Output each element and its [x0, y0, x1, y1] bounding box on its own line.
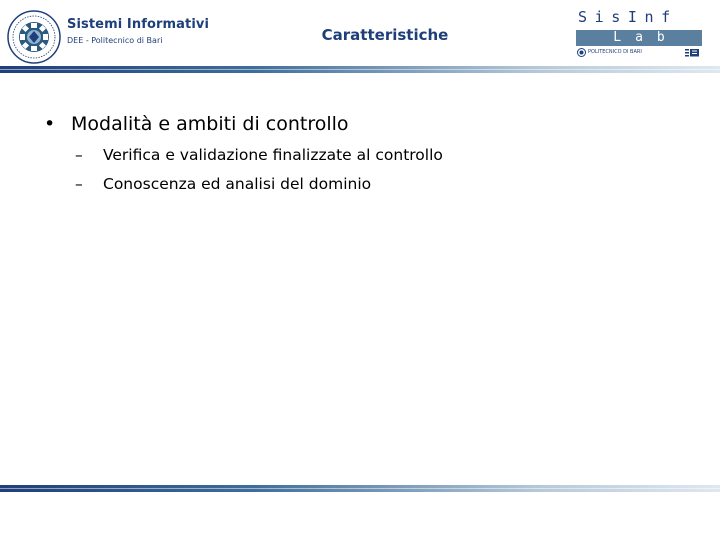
sub-bullet-text: Conoscenza ed analisi del dominio [103, 175, 372, 193]
course-subtitle: DEE - Politecnico di Bari [67, 36, 163, 45]
sub-bullet-text: Verifica e validazione finalizzate al controllo [103, 146, 443, 164]
lab-logo-top-text: SisInf [578, 8, 678, 26]
lab-mini-text: POLITECNICO DI BARI [588, 49, 642, 55]
sub-bullet [75, 175, 371, 193]
sub-bullet-marker: – [75, 175, 83, 193]
course-title: Sistemi Informativi [67, 17, 210, 32]
main-bullet [44, 113, 349, 135]
slide-title: Caratteristiche [321, 26, 449, 44]
bullet-marker: • [44, 113, 56, 135]
main-bullet-text: Modalità e ambiti di controllo [71, 113, 349, 135]
politecnico-mini-icon [577, 48, 586, 57]
footer-divider-highlight [0, 488, 720, 489]
lab-logo-bottom-text: Lab [613, 30, 679, 45]
dee-mini-icon [685, 48, 700, 57]
lab-logo-band [576, 30, 702, 46]
university-seal-icon [7, 10, 61, 64]
sub-bullet [75, 146, 443, 164]
sub-bullet-marker: – [75, 146, 83, 164]
header-divider-highlight [0, 69, 720, 70]
